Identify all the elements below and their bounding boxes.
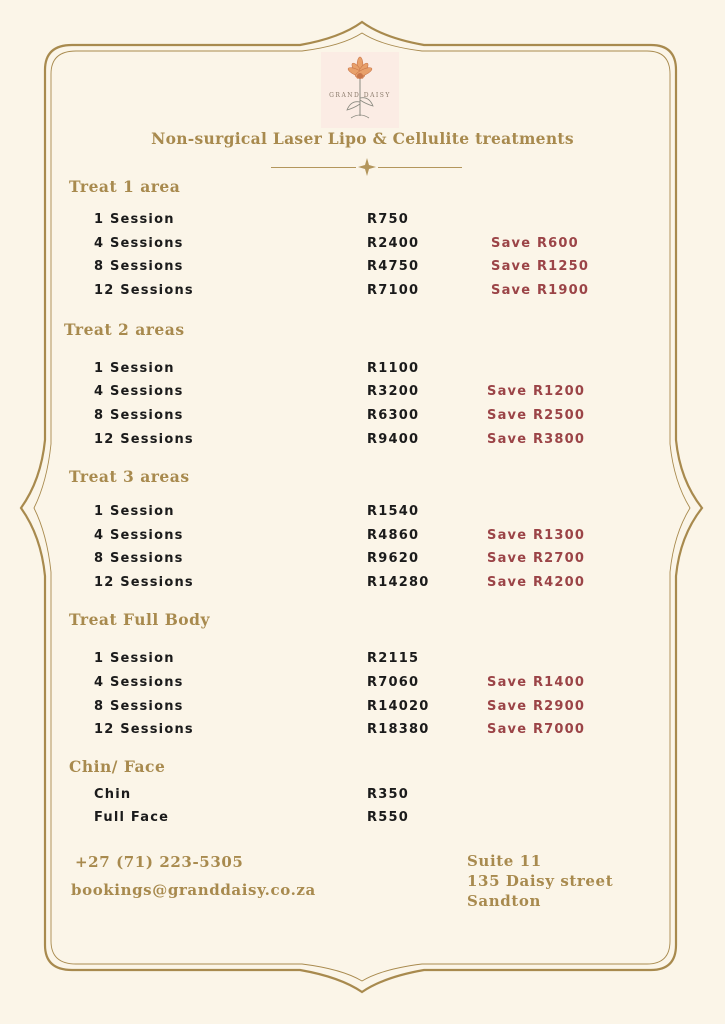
- savings-text: Save R1250: [491, 259, 590, 274]
- session-price: R2400: [367, 236, 420, 251]
- session-label: 12 Sessions: [94, 575, 194, 590]
- session-label: 8 Sessions: [94, 699, 184, 714]
- section-title-treat-1-area: Treat 1 area: [69, 177, 181, 196]
- savings-text: Save R2500: [487, 408, 586, 423]
- price-row: [0, 551, 725, 569]
- session-price: R7060: [367, 675, 420, 690]
- session-label: 12 Sessions: [94, 432, 194, 447]
- section-title-treat-full-body: Treat Full Body: [69, 610, 210, 629]
- savings-text: Save R1400: [487, 675, 586, 690]
- divider-right: [378, 167, 462, 168]
- price-row: [0, 432, 725, 450]
- savings-text: Save R2900: [487, 699, 586, 714]
- section-title-treat-3-areas: Treat 3 areas: [69, 467, 190, 486]
- session-label: 8 Sessions: [94, 551, 184, 566]
- session-label: 4 Sessions: [94, 236, 184, 251]
- session-label: 4 Sessions: [94, 675, 184, 690]
- logo: [321, 52, 399, 128]
- logo-text: GRAND DAISY: [329, 92, 391, 99]
- page-title: Non-surgical Laser Lipo & Cellulite treatments: [151, 129, 574, 148]
- price-row: [0, 722, 725, 740]
- savings-text: Save R600: [491, 236, 579, 251]
- savings-text: Save R3800: [487, 432, 586, 447]
- session-price: R750: [367, 212, 409, 227]
- session-price: R350: [367, 787, 409, 802]
- daisy-flower-icon: [321, 52, 399, 128]
- session-label: 8 Sessions: [94, 408, 184, 423]
- savings-text: Save R4200: [487, 575, 586, 590]
- session-label: Full Face: [94, 810, 170, 825]
- session-price: R4750: [367, 259, 420, 274]
- star-icon: [357, 157, 377, 177]
- price-row: [0, 699, 725, 717]
- session-label: 1 Session: [94, 212, 175, 227]
- savings-text: Save R7000: [487, 722, 586, 737]
- session-price: R550: [367, 810, 409, 825]
- price-row: [0, 361, 725, 379]
- session-price: R4860: [367, 528, 420, 543]
- price-row: [0, 528, 725, 546]
- price-row: [0, 384, 725, 402]
- price-row: [0, 651, 725, 669]
- session-price: R14020: [367, 699, 430, 714]
- session-price: R3200: [367, 384, 420, 399]
- session-price: R18380: [367, 722, 430, 737]
- divider-left: [271, 167, 356, 168]
- savings-text: Save R1200: [487, 384, 586, 399]
- session-price: R2115: [367, 651, 420, 666]
- session-price: R9620: [367, 551, 420, 566]
- price-row: [0, 504, 725, 522]
- price-row: [0, 575, 725, 593]
- session-label: 8 Sessions: [94, 259, 184, 274]
- session-label: 1 Session: [94, 651, 175, 666]
- price-row: [0, 212, 725, 230]
- address-line-3: Sandton: [467, 892, 541, 910]
- savings-text: Save R2700: [487, 551, 586, 566]
- session-price: R6300: [367, 408, 420, 423]
- price-row: [0, 259, 725, 277]
- session-price: R1100: [367, 361, 420, 376]
- session-label: Chin: [94, 787, 132, 802]
- price-row: [0, 408, 725, 426]
- session-price: R7100: [367, 283, 420, 298]
- section-title-treat-2-areas: Treat 2 areas: [64, 320, 185, 339]
- session-label: 12 Sessions: [94, 722, 194, 737]
- phone-number[interactable]: +27 (71) 223-5305: [75, 853, 244, 871]
- session-label: 1 Session: [94, 504, 175, 519]
- session-label: 4 Sessions: [94, 528, 184, 543]
- session-price: R1540: [367, 504, 420, 519]
- price-row: [0, 810, 725, 828]
- session-price: R14280: [367, 575, 430, 590]
- session-label: 12 Sessions: [94, 283, 194, 298]
- address-line-1: Suite 11: [467, 852, 542, 870]
- price-row: [0, 787, 725, 805]
- savings-text: Save R1900: [491, 283, 590, 298]
- session-label: 1 Session: [94, 361, 175, 376]
- price-row: [0, 283, 725, 301]
- address-line-2: 135 Daisy street: [467, 872, 614, 890]
- session-price: R9400: [367, 432, 420, 447]
- email-address[interactable]: bookings@granddaisy.co.za: [71, 881, 316, 899]
- savings-text: Save R1300: [487, 528, 586, 543]
- price-row: [0, 675, 725, 693]
- section-title-chin-face: Chin/ Face: [69, 757, 166, 776]
- price-row: [0, 236, 725, 254]
- session-label: 4 Sessions: [94, 384, 184, 399]
